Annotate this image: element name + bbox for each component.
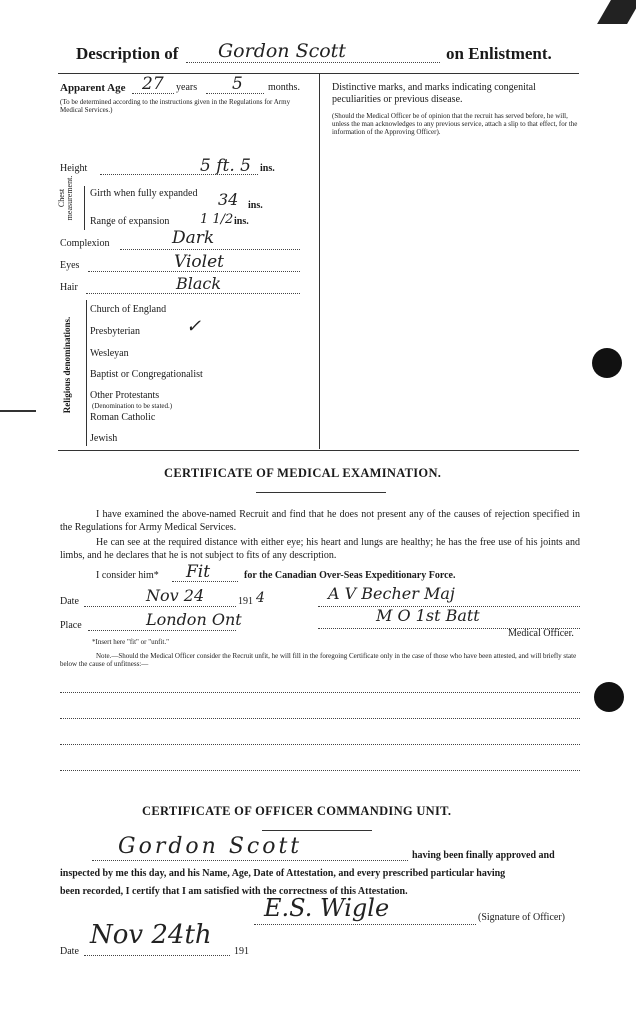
medical-paragraph-1: I have examined the above-named Recruit and find that he does not present any of the causes of rejection specified in the Regulations for Army Medical Services. [60,509,580,533]
punch-hole-bottom [594,682,624,712]
height-value: 5 ft. 5 [200,156,251,176]
religion-church-of-england: Church of England [90,304,167,315]
medical-paragraph-2: He can see at the required distance with either eye; his heart and lungs are healthy; he has the free use of his joints and limbs, and he declares that he is not subject to fits of any description. [60,537,580,561]
apparent-age-label: Apparent Age [60,82,126,94]
scan-edge-mark [0,410,36,412]
medical-officer-signature: A V Becher Maj [328,584,455,603]
commanding-heading-rule [262,830,372,831]
signature-of-officer-label: (Signature of Officer) [478,912,566,923]
height-label: Height [60,163,88,174]
girth-label: Girth when fully expanded [90,188,198,199]
age-note: (To be determined according to the instructions given in the Regulations for Army Medical Services.) [60,98,291,114]
column-divider [319,73,320,449]
punch-hole-top [592,348,622,378]
complexion-label: Complexion [60,238,110,249]
medical-officer-label: Medical Officer. [508,628,574,639]
unfit-cause-line-3 [60,744,580,745]
girth-value: 34 [218,190,239,209]
chest-bracket [84,186,85,230]
consider-prefix: I consider him* [96,570,159,581]
religion-wesleyan: Wesleyan [90,348,129,359]
marks-label: Distinctive marks, and marks indicating congenital peculiarities or previous disease. [332,82,536,105]
title-prefix: Description of [76,44,179,63]
medical-heading-rule [256,492,386,493]
commanding-name-line [92,860,408,861]
medical-unit-signature: M O 1st Batt [376,606,480,625]
section-rule [58,450,579,451]
unfit-cause-line-4 [60,770,580,771]
expansion-label: Range of expansion [90,216,170,227]
height-unit: ins. [260,163,275,174]
medical-year-printed: 191 [238,596,253,607]
commanding-heading: CERTIFICATE OF OFFICER COMMANDING UNIT. [142,804,452,818]
medical-year-hw: 4 [256,590,265,606]
hair-label: Hair [60,282,78,293]
religion-label: Religious denominations. [62,316,72,414]
religion-note: (Denomination to be stated.) [92,402,173,410]
unfit-cause-line-1 [60,692,580,693]
girth-unit: ins. [248,200,263,211]
eyes-value: Violet [174,252,224,272]
medical-date-value: Nov 24 [146,586,205,605]
complexion-line [120,249,300,250]
medical-heading: CERTIFICATE OF MEDICAL EXAMINATION. [164,466,442,480]
medical-place-value: London Ont [146,610,242,629]
commanding-line1-suffix: having been finally approved and [412,850,555,861]
scan-corner-mark [597,0,636,24]
expansion-value: 1 1/2 [200,212,234,227]
commanding-date-label: Date [60,946,79,957]
months-label: months. [268,82,300,93]
medical-note: Note.—Should the Medical Officer consider the Recruit unfit, he will fill in the foregoing Certificate only in the case of those who have been attested, and will briefly state below the cause of unfitness:— [60,652,577,668]
age-years-line [132,93,174,94]
expansion-unit: ins. [234,216,249,227]
religion-jewish: Jewish [90,433,118,444]
medical-date-label: Date [60,596,79,607]
religion-checkmark: ✓ [186,316,202,337]
unfit-cause-line-2 [60,718,580,719]
religion-baptist: Baptist or Congregationalist [90,369,203,380]
medical-place-line [88,630,236,631]
medical-date-line [84,606,236,607]
title-suffix: on Enlistment. [446,44,552,63]
commanding-line2: inspected by me this day, and his Name, Age, Date of Attestation, and every prescribed particular having [60,868,506,879]
commanding-name: Gordon Scott [118,834,303,859]
religion-presbyterian: Presbyterian [90,326,140,337]
age-months: 5 [232,74,243,94]
commanding-date-value: Nov 24th [90,920,212,950]
religion-roman-catholic: Roman Catholic [90,412,156,423]
hair-value: Black [176,274,222,293]
commanding-year-printed: 191 [234,946,249,957]
title-dotline [186,62,440,63]
consider-line [172,581,238,582]
medical-place-label: Place [60,620,82,631]
commanding-signature-line [254,924,476,925]
commanding-officer-signature: E.S. Wigle [264,894,390,922]
hair-line [86,293,300,294]
commanding-date-line [84,955,230,956]
marks-note: (Should the Medical Officer be of opinion that the recruit has served before, he will, unless the man acknowledges to any previous service, attach a slip to that effect, for the information of the Approving Officer). [332,112,578,136]
commanding-line3: been recorded, I certify that I am satisfied with the correctness of this Attestation. [60,886,408,897]
consider-value: Fit [186,562,211,582]
eyes-label: Eyes [60,260,80,271]
religion-bracket [86,300,87,446]
consider-suffix: for the Canadian Over-Seas Expeditionary Force. [244,570,456,581]
age-years: 27 [142,74,164,94]
age-months-line [206,93,264,94]
complexion-value: Dark [172,228,215,248]
insert-note: *Insert here "fit" or "unfit." [92,638,169,646]
religion-other-protestants: Other Protestants [90,390,160,401]
years-label: years [176,82,198,93]
chest-label: Chest measurement. [57,175,74,221]
recruit-name: Gordon Scott [218,40,346,62]
